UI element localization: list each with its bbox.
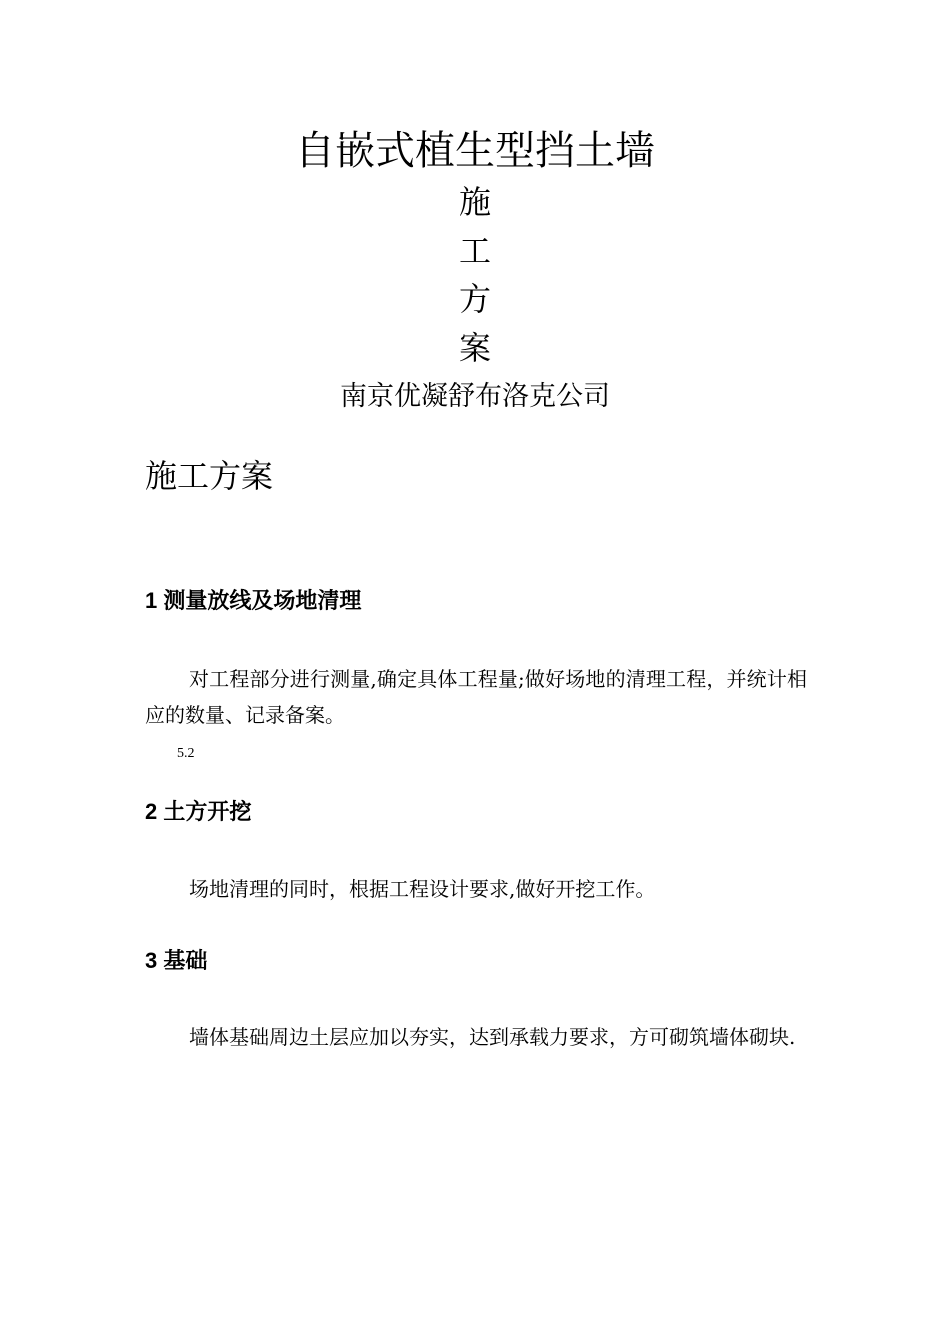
subtitle-char: 方: [458, 280, 491, 318]
section-heading-1: 1 测量放线及场地清理: [145, 588, 362, 613]
section-body-1: 对工程部分进行测量,确定具体工程量;做好场地的清理工程，并统计相应的数量、记录备案。: [145, 667, 807, 727]
subtitle-char: 工: [458, 231, 491, 270]
section-title: 施工方案: [145, 457, 274, 495]
section-heading-2: 2 土方开挖: [145, 799, 252, 824]
subtitle-char: 施: [458, 183, 491, 221]
section-body-3: 墙体基础周边土层应加以夯实，达到承载力要求，方可砌筑墙体砌块.: [189, 1025, 796, 1049]
company-name: 南京优凝舒布洛克公司: [340, 381, 610, 412]
subtitle-char: 案: [458, 328, 491, 367]
section-heading-3: 3 基础: [145, 948, 208, 973]
document-title: 自嵌式植生型挡土墙: [295, 128, 655, 174]
page-note: 5.2: [177, 746, 195, 761]
section-body-2: 场地清理的同时，根据工程设计要求,做好开挖工作。: [189, 877, 656, 901]
document-subtitle-vertical: [0, 178, 950, 372]
